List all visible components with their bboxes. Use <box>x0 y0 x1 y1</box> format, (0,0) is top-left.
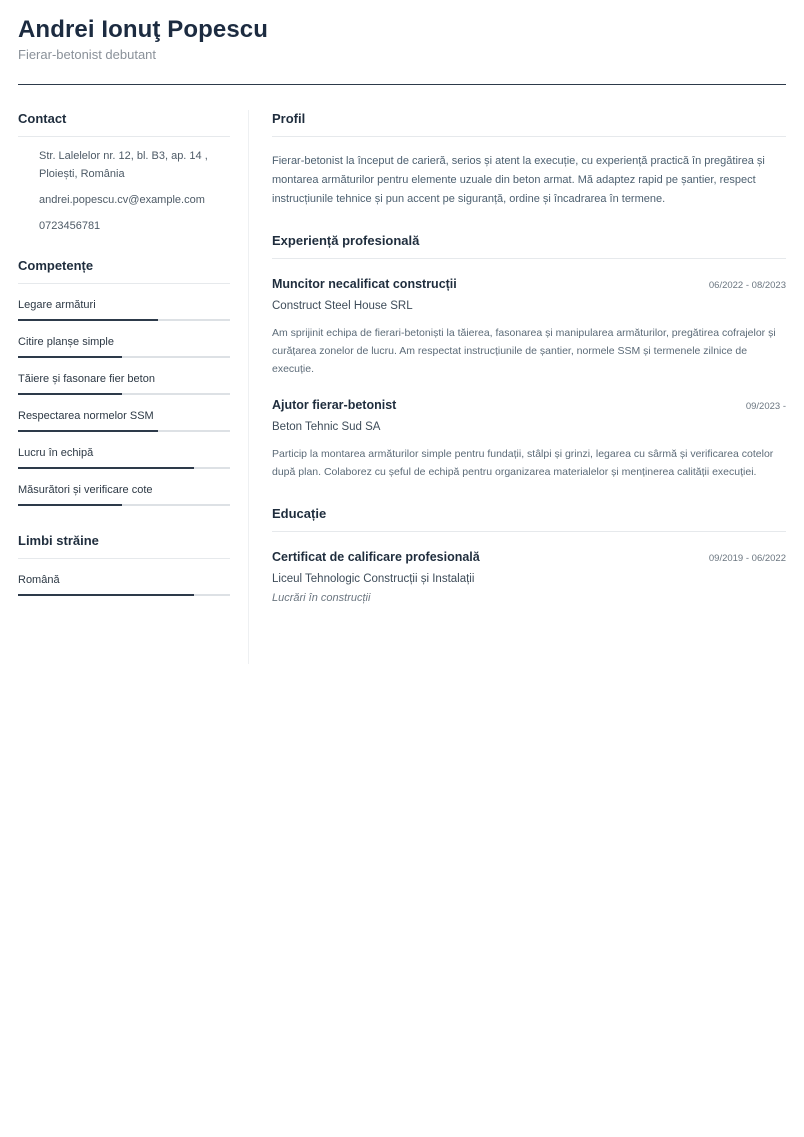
skills-list <box>18 298 230 506</box>
skill-label: Lucru în echipă <box>18 447 94 459</box>
experience-item <box>272 275 786 378</box>
skill-level-bar <box>18 504 230 506</box>
languages-list <box>18 573 230 596</box>
skill-level-bar <box>18 393 230 395</box>
skills-section-title: Competențe <box>18 257 230 284</box>
job-date: 06/2022 - 08/2023 <box>708 280 786 291</box>
contact-list <box>18 147 230 235</box>
skill-item <box>18 409 230 432</box>
skill-level-fill <box>18 393 122 395</box>
skill-label: Tăiere și fasonare fier beton <box>18 373 155 385</box>
skill-level-fill <box>18 356 122 358</box>
education-header <box>272 548 786 566</box>
resume-header <box>18 14 786 64</box>
education-title: Certificat de calificare profesională <box>272 550 480 564</box>
job-description: Particip la montarea armăturilor simple pentru fundații, stâlpi și grinzi, legarea cu sârmă și verificarea cotelor după plan. Colaborez cu șeful de echipă pentru organizarea materialelor și menținerea calității execuției. <box>272 448 774 478</box>
candidate-name: Andrei Ionuţ Popescu <box>18 16 269 43</box>
experience-header <box>272 275 786 293</box>
job-date: 09/2023 - <box>745 401 786 412</box>
job-title: Ajutor fierar-betonist <box>272 398 397 412</box>
column-divider <box>248 110 249 664</box>
skill-level-fill <box>18 319 158 321</box>
skill-item <box>18 483 230 506</box>
skill-item <box>18 573 230 596</box>
skill-item <box>18 446 230 469</box>
education-school: Liceul Tehnologic Construcții și Instalații <box>272 573 475 585</box>
main-content <box>272 110 786 606</box>
skill-level-fill <box>18 504 122 506</box>
education-list <box>272 548 786 606</box>
education-date: 09/2019 - 06/2022 <box>708 553 786 564</box>
skill-level-bar <box>18 430 230 432</box>
skill-level-fill <box>18 594 194 596</box>
skill-level-bar <box>18 319 230 321</box>
job-description: Am sprijinit echipa de fierari-betoniști la tăierea, fasonarea și manipularea armăturilor, pregătirea cofrajelor și curățarea zonelor de lucru. Am respectat instrucțiunile de șantier, normele SSM și termenele zilnice de execuție. <box>272 327 776 375</box>
skill-label: Legare armături <box>18 299 96 311</box>
education-item <box>272 548 786 606</box>
skill-level-bar <box>18 594 230 596</box>
experience-item <box>272 396 786 481</box>
contact-address: Str. Lalelelor nr. 12, bl. B3, ap. 14 , Ploiești, România <box>39 150 208 180</box>
contact-section-title: Contact <box>18 110 230 137</box>
header-divider <box>18 84 786 85</box>
experience-header <box>272 396 786 414</box>
profile-section-title: Profil <box>272 110 786 137</box>
skill-level-bar <box>18 467 230 469</box>
job-title: Muncitor necalificat construcții <box>272 277 457 291</box>
sidebar <box>18 110 230 596</box>
job-company: Construct Steel House SRL <box>272 300 413 312</box>
skill-level-fill <box>18 430 158 432</box>
profile-text: Fierar-betonist la început de carieră, serios și atent la execuție, cu experiență practică în pregătirea și montarea armăturilor pentru elemente uzuale din beton armat. Mă adaptez rapid pe șantier, respect instrucțiunile tehnice și pun accent pe siguranță, ordine și încadrarea în termene. <box>272 155 765 205</box>
skill-item <box>18 372 230 395</box>
skill-level-bar <box>18 356 230 358</box>
skill-level-fill <box>18 467 194 469</box>
contact-email[interactable]: andrei.popescu.cv@example.com <box>39 194 205 206</box>
skill-item <box>18 298 230 321</box>
contact-phone[interactable]: 0723456781 <box>39 220 101 232</box>
education-section-title: Educație <box>272 505 786 532</box>
education-field: Lucrări în construcții <box>272 592 371 604</box>
skill-label: Măsurători și verificare cote <box>18 484 153 496</box>
experience-section-title: Experiență profesională <box>272 232 786 259</box>
skill-label: Respectarea normelor SSM <box>18 410 154 422</box>
job-company: Beton Tehnic Sud SA <box>272 421 381 433</box>
candidate-subtitle: Fierar-betonist debutant <box>18 47 157 62</box>
skill-item <box>18 335 230 358</box>
skill-label: Citire planșe simple <box>18 336 114 348</box>
experience-list <box>272 275 786 481</box>
skill-label: Română <box>18 574 60 586</box>
languages-section-title: Limbi străine <box>18 532 230 559</box>
